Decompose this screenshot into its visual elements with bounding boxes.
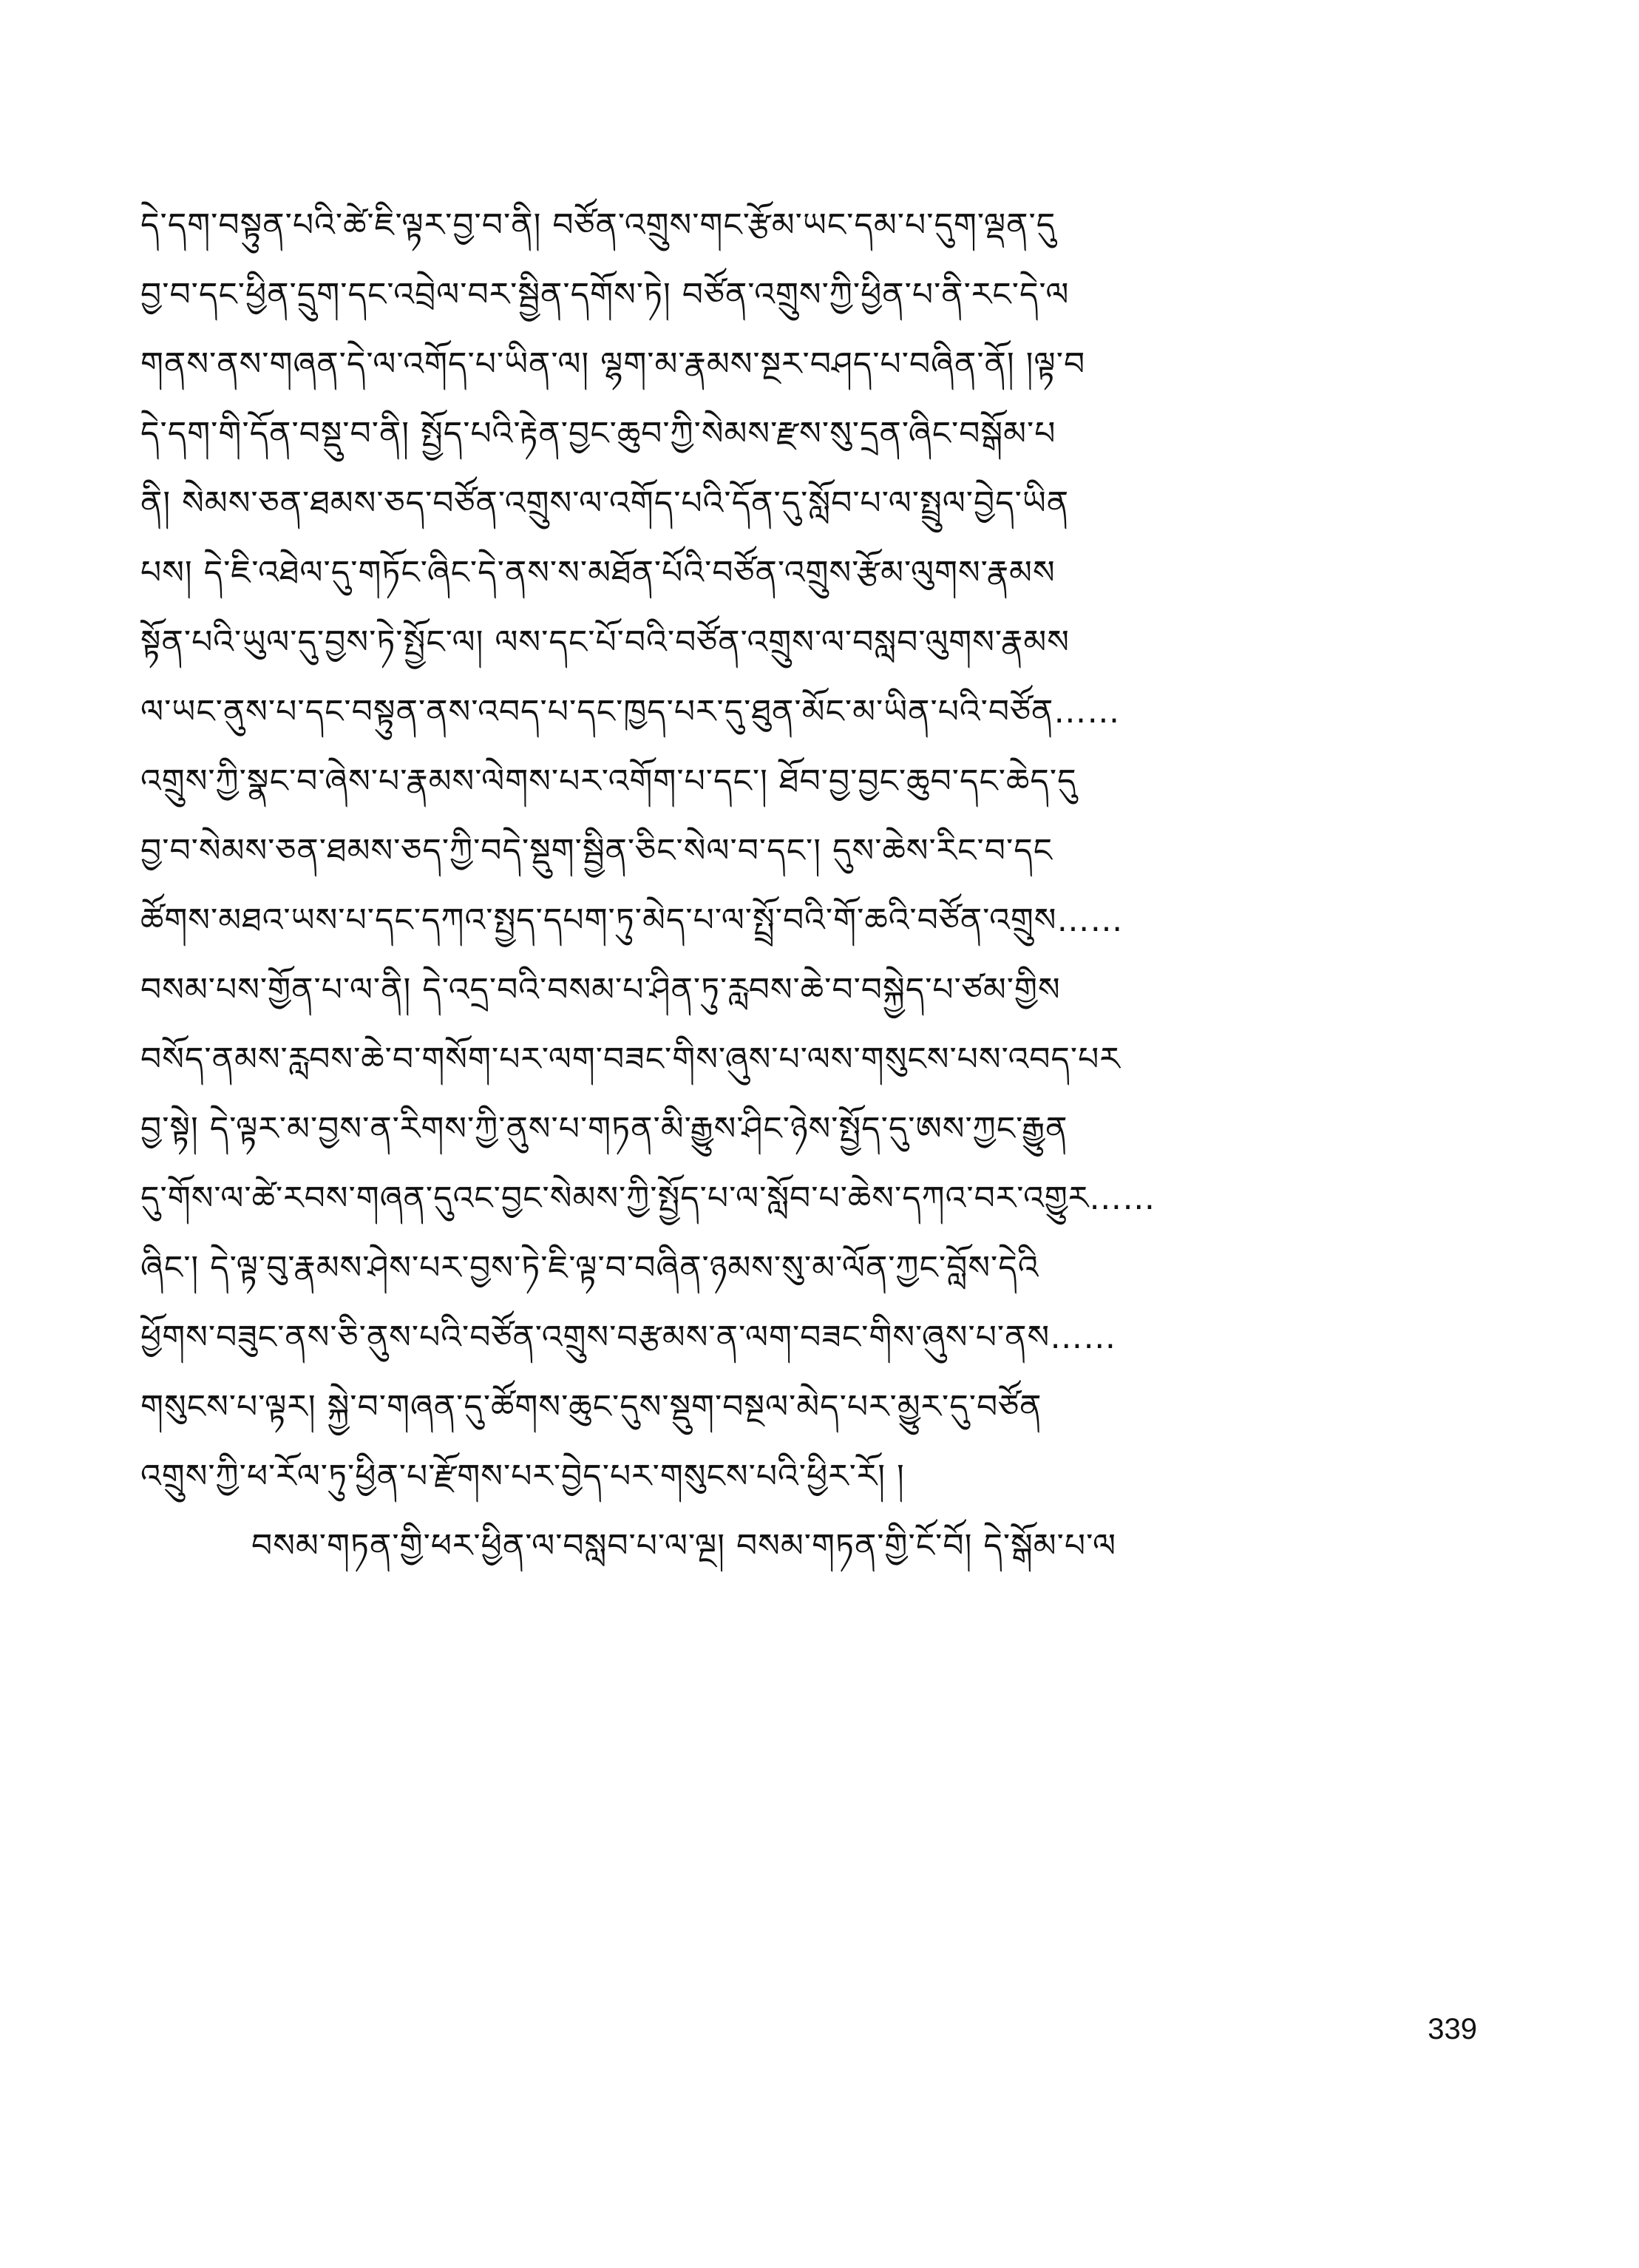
text-line: གནས་ནས་གཞན་དེ་ལ་འགོད་པ་ཡིན་ལ། ལྷག་མ་རྣམས་སྔར་བཤད་པ་བཞིན་ནོ། །ལྟ་བ [140, 345, 1086, 383]
text-line: བྱ་སྟེ། དེ་ལྟར་མ་བྱས་ན་རིགས་ཀྱི་ནུས་པ་གཏན་མི་རྒྱུས་ཤིང་ཉེས་སྤྱོད་དུ་ཨས་ཀྱང་རྒྱུན [140, 1110, 1068, 1148]
text-line: ལ་ཡང་ནུས་པ་དང་བསྟུན་ནས་འབད་པ་དང་ཁྱད་པར་དུ་ཐུན་མོང་མ་ཡིན་པའི་བཙོན…… [140, 693, 1121, 731]
text-line: དེ་དག་གི་དོན་བསྡུ་བ་ནི། སྤྱོད་པའི་རྟེན་བྱང་ཆུབ་ཀྱི་སེམས་རྫས་སུ་དྲན་ཞིང་བསྒོམ་པ [140, 415, 1056, 453]
text-line: བྱ་བ་དང་ཕྱིན་དྲུག་དང་འབྲེལ་བར་སྦྱིན་དགོས་ཏེ། བཙོན་འགྲུས་ཀྱི་ཕྱིན་པ་ནི་རང་དེ་ལ [140, 276, 1070, 314]
page-number: 339 [1428, 2013, 1477, 2045]
text-line: ཚོགས་མཐའ་ཡས་པ་དང་དཀའ་སྤྱད་དཔག་ཏུ་མེད་པ་ལ་སྤྲོ་བའི་གོ་ཆའི་བཙོན་འགྲུས…… [140, 901, 1124, 939]
text-line: བསམ་པས་གྱོན་པ་ལ་ནི། དེ་འདྲ་བའི་བསམ་པ་ཤིན་ཏུ་རླབས་ཆེ་བ་བསྐྱེད་པ་ཙམ་གྱིས [140, 971, 1061, 1009]
text-line: སྟོན་པའི་ཡུལ་དུ་བྱས་ཏེ་སྤྱོང་ལ། ལས་དང་པོ་བའི་བཙོན་འགྲུས་ལ་བསླབ་ལུགས་རྣམས [140, 623, 1070, 661]
text-line: དུ་གོས་ལ་ཚེ་རབས་གཞན་དུའང་བྱང་སེམས་ཀྱི་སྤྱོད་པ་ལ་སློབ་པ་ཆེས་དཀའ་བར་འགྱུར…… [140, 1179, 1156, 1217]
text-line: གསུངས་པ་ལྟར། སྐྱེ་བ་གཞན་དུ་ཚོགས་ཆུང་དུས་སྡུག་བསྔལ་མེད་པར་མྱུར་དུ་བཙོན [140, 1388, 1042, 1426]
text-line: པས། དེ་ཇི་འཐེལ་དུ་གཏོང་ཞིང་དེ་ནས་ས་མཐོན་པོའི་བཙོན་འགྲུས་རྩོམ་ལུགས་རྣམས [140, 554, 1056, 592]
paragraph-start-line: བསམ་གཏན་གྱི་ཕར་ཕྱིན་ལ་བསླབ་པ་ལ་ལྔ། བསམ་གཏན་གྱི་ངོ་བོ། དེ་སྒོམ་པ་ལ [251, 1527, 1117, 1565]
text-line: དེ་དག་བསྟུན་པའི་ཚེ་ཇི་ལྟར་བྱ་བ་ནི། བཙོན་འགྲུས་གང་རྩོམ་ཡང་དམ་པ་དུག་ལྡན་དུ [140, 206, 1056, 244]
text-line: འགྲུས་ཀྱི་ཕ་རོལ་ཏུ་ཕྱིན་པ་རྫོགས་པར་བྱེད་པར་གསུངས་པའི་ཕྱིར་རོ། ། [140, 1458, 905, 1495]
text-line: བྱ་བ་སེམས་ཅན་ཐམས་ཅད་ཀྱི་བདེ་སྡུག་སྦྱིན་ཅིང་སེལ་བ་དང་། དུས་ཆེས་རིང་བ་དང [140, 832, 1053, 870]
text-line: ནི། སེམས་ཅན་ཐམས་ཅད་བཙོན་འགྲུས་ལ་འགོད་པའི་དོན་དུ་སློབ་པ་ལ་སྤྲུལ་བྱེད་ཡིན [140, 484, 1070, 522]
text-line: འགྲུས་ཀྱི་སྣང་བ་ཞེས་པ་རྣམས་ལེགས་པར་འགོག་པ་དང་། ཐོབ་བྱ་བྱང་ཆུབ་དང་ཆེད་དུ [140, 762, 1077, 800]
text-line: ཕྱོགས་བཟུང་ནས་ཅི་ནུས་པའི་བཙོན་འགྲུས་བརྩམས་ན་ལག་བཟང་གིས་ཞུས་པ་ནས…… [140, 1319, 1117, 1356]
text-line: ཞིང་། དེ་ལྟ་བུ་རྣམས་ཤེས་པར་བྱས་ཏེ་ཇི་ལྟ་བ་བཞིན་ཉམས་སུ་མ་ལོན་ཀྱང་བློས་དེའི [140, 1249, 1039, 1287]
tibetan-body-text [140, 191, 1504, 1581]
text-line: བསོད་ནམས་རླབས་ཆེ་བ་གསོག་པར་ལག་བཟང་གིས་ཞུས་པ་ལས་གསུངས་པས་འབད་པར [140, 1040, 1121, 1078]
